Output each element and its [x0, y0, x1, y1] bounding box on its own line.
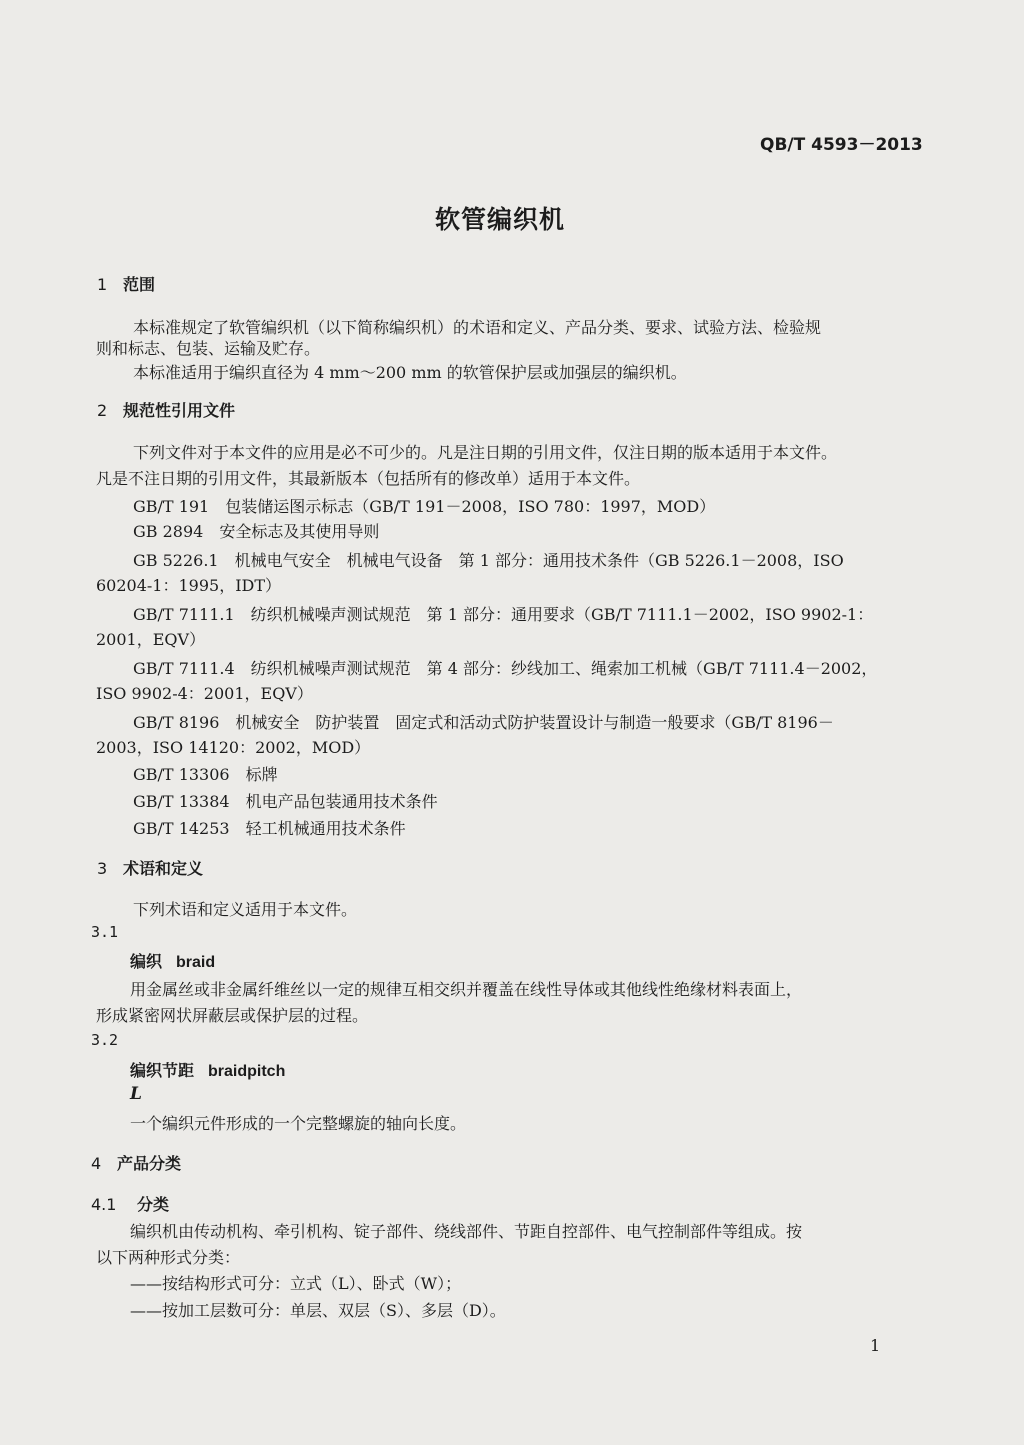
paragraph-line: 下列文件对于本文件的应用是必不可少的。凡是注日期的引用文件，仅注日期的版本适用于本文件。 [133, 443, 838, 462]
subsection-number: 4.1 [91, 1195, 117, 1214]
paragraph-line: 编织机由传动机构、牵引机构、锭子部件、绕线部件、节距自控部件、电气控制部件等组成。按 [130, 1222, 803, 1241]
section-number: 1 [97, 275, 108, 294]
section-title: 范围 [123, 275, 156, 294]
paragraph-line: 凡是不注日期的引用文件，其最新版本（包括所有的修改单）适用于本文件。 [96, 469, 641, 488]
section-number: 4 [91, 1154, 102, 1173]
reference-item: GB/T 8196 机械安全 防护装置 固定式和活动式防护装置设计与制造一般要求（GB/T 8196－ [133, 713, 834, 732]
reference-item: GB/T 191 包装储运图示标志（GB/T 191－2008，ISO 780：1997，MOD） [133, 497, 716, 516]
reference-item-continuation: 60204-1：1995，IDT） [96, 576, 282, 595]
reference-item: GB/T 14253 轻工机械通用技术条件 [133, 819, 406, 838]
subsection-title: 分类 [137, 1195, 170, 1214]
reference-item: GB/T 7111.4 纺织机械噪声测试规范 第 4 部分：纱线加工、绳索加工机械（GB/T 7111.4－2002， [133, 659, 878, 678]
section-title: 术语和定义 [123, 859, 204, 878]
section-2-heading [97, 398, 235, 421]
term-english: braid [176, 954, 216, 971]
reference-item: GB/T 13306 标牌 [133, 765, 278, 784]
term-chinese: 编织 [130, 952, 163, 971]
paragraph-line: 下列术语和定义适用于本文件。 [133, 900, 358, 919]
standard-code: QB/T 4593－2013 [760, 135, 923, 155]
paragraph-line: 则和标志、包装、运输及贮存。 [96, 339, 321, 358]
section-1-heading [97, 272, 155, 295]
term-chinese: 编织节距 [130, 1061, 195, 1080]
section-3-heading [97, 856, 203, 879]
term-heading [130, 1058, 285, 1081]
reference-item: GB/T 7111.1 纺织机械噪声测试规范 第 1 部分：通用要求（GB/T 7111.1－2002，ISO 9902-1： [133, 605, 874, 624]
subsection-4-1-heading [91, 1192, 169, 1215]
reference-item: GB 5226.1 机械电气安全 机械电气设备 第 1 部分：通用技术条件（GB 5226.1－2008，ISO [133, 551, 844, 570]
page-number: 1 [870, 1336, 881, 1355]
paragraph-line: 本标准规定了软管编织机（以下简称编织机）的术语和定义、产品分类、要求、试验方法、检验规 [133, 318, 822, 337]
section-number: 3 [97, 859, 108, 878]
term-english: braidpitch [208, 1063, 286, 1080]
section-title: 产品分类 [117, 1154, 182, 1173]
definition-line: 一个编织元件形成的一个完整螺旋的轴向长度。 [130, 1114, 467, 1133]
paragraph-line: 以下两种形式分类： [96, 1248, 241, 1267]
term-number: 3.2 [91, 1031, 119, 1049]
reference-item-continuation: 2001，EQV） [96, 630, 206, 649]
document-title: 软管编织机 [434, 205, 565, 234]
term-symbol: L [130, 1084, 142, 1104]
term-number: 3.1 [91, 923, 119, 941]
section-number: 2 [97, 401, 108, 420]
term-heading [130, 949, 215, 972]
reference-item-continuation: ISO 9902-4：2001，EQV） [96, 684, 313, 703]
reference-item: GB/T 13384 机电产品包装通用技术条件 [133, 792, 438, 811]
list-item: ——按结构形式可分：立式（L）、卧式（W）； [130, 1274, 462, 1293]
list-item: ——按加工层数可分：单层、双层（S）、多层（D）。 [130, 1301, 506, 1320]
section-title: 规范性引用文件 [123, 401, 236, 420]
section-4-heading [91, 1151, 181, 1174]
definition-line: 形成紧密网状屏蔽层或保护层的过程。 [96, 1006, 369, 1025]
reference-item: GB 2894 安全标志及其使用导则 [133, 522, 380, 541]
definition-line: 用金属丝或非金属纤维丝以一定的规律互相交织并覆盖在线性导体或其他线性绝缘材料表面上， [130, 980, 803, 999]
reference-item-continuation: 2003，ISO 14120：2002，MOD） [96, 738, 371, 757]
paragraph-line: 本标准适用于编织直径为 4 mm～200 mm 的软管保护层或加强层的编织机。 [133, 363, 687, 382]
